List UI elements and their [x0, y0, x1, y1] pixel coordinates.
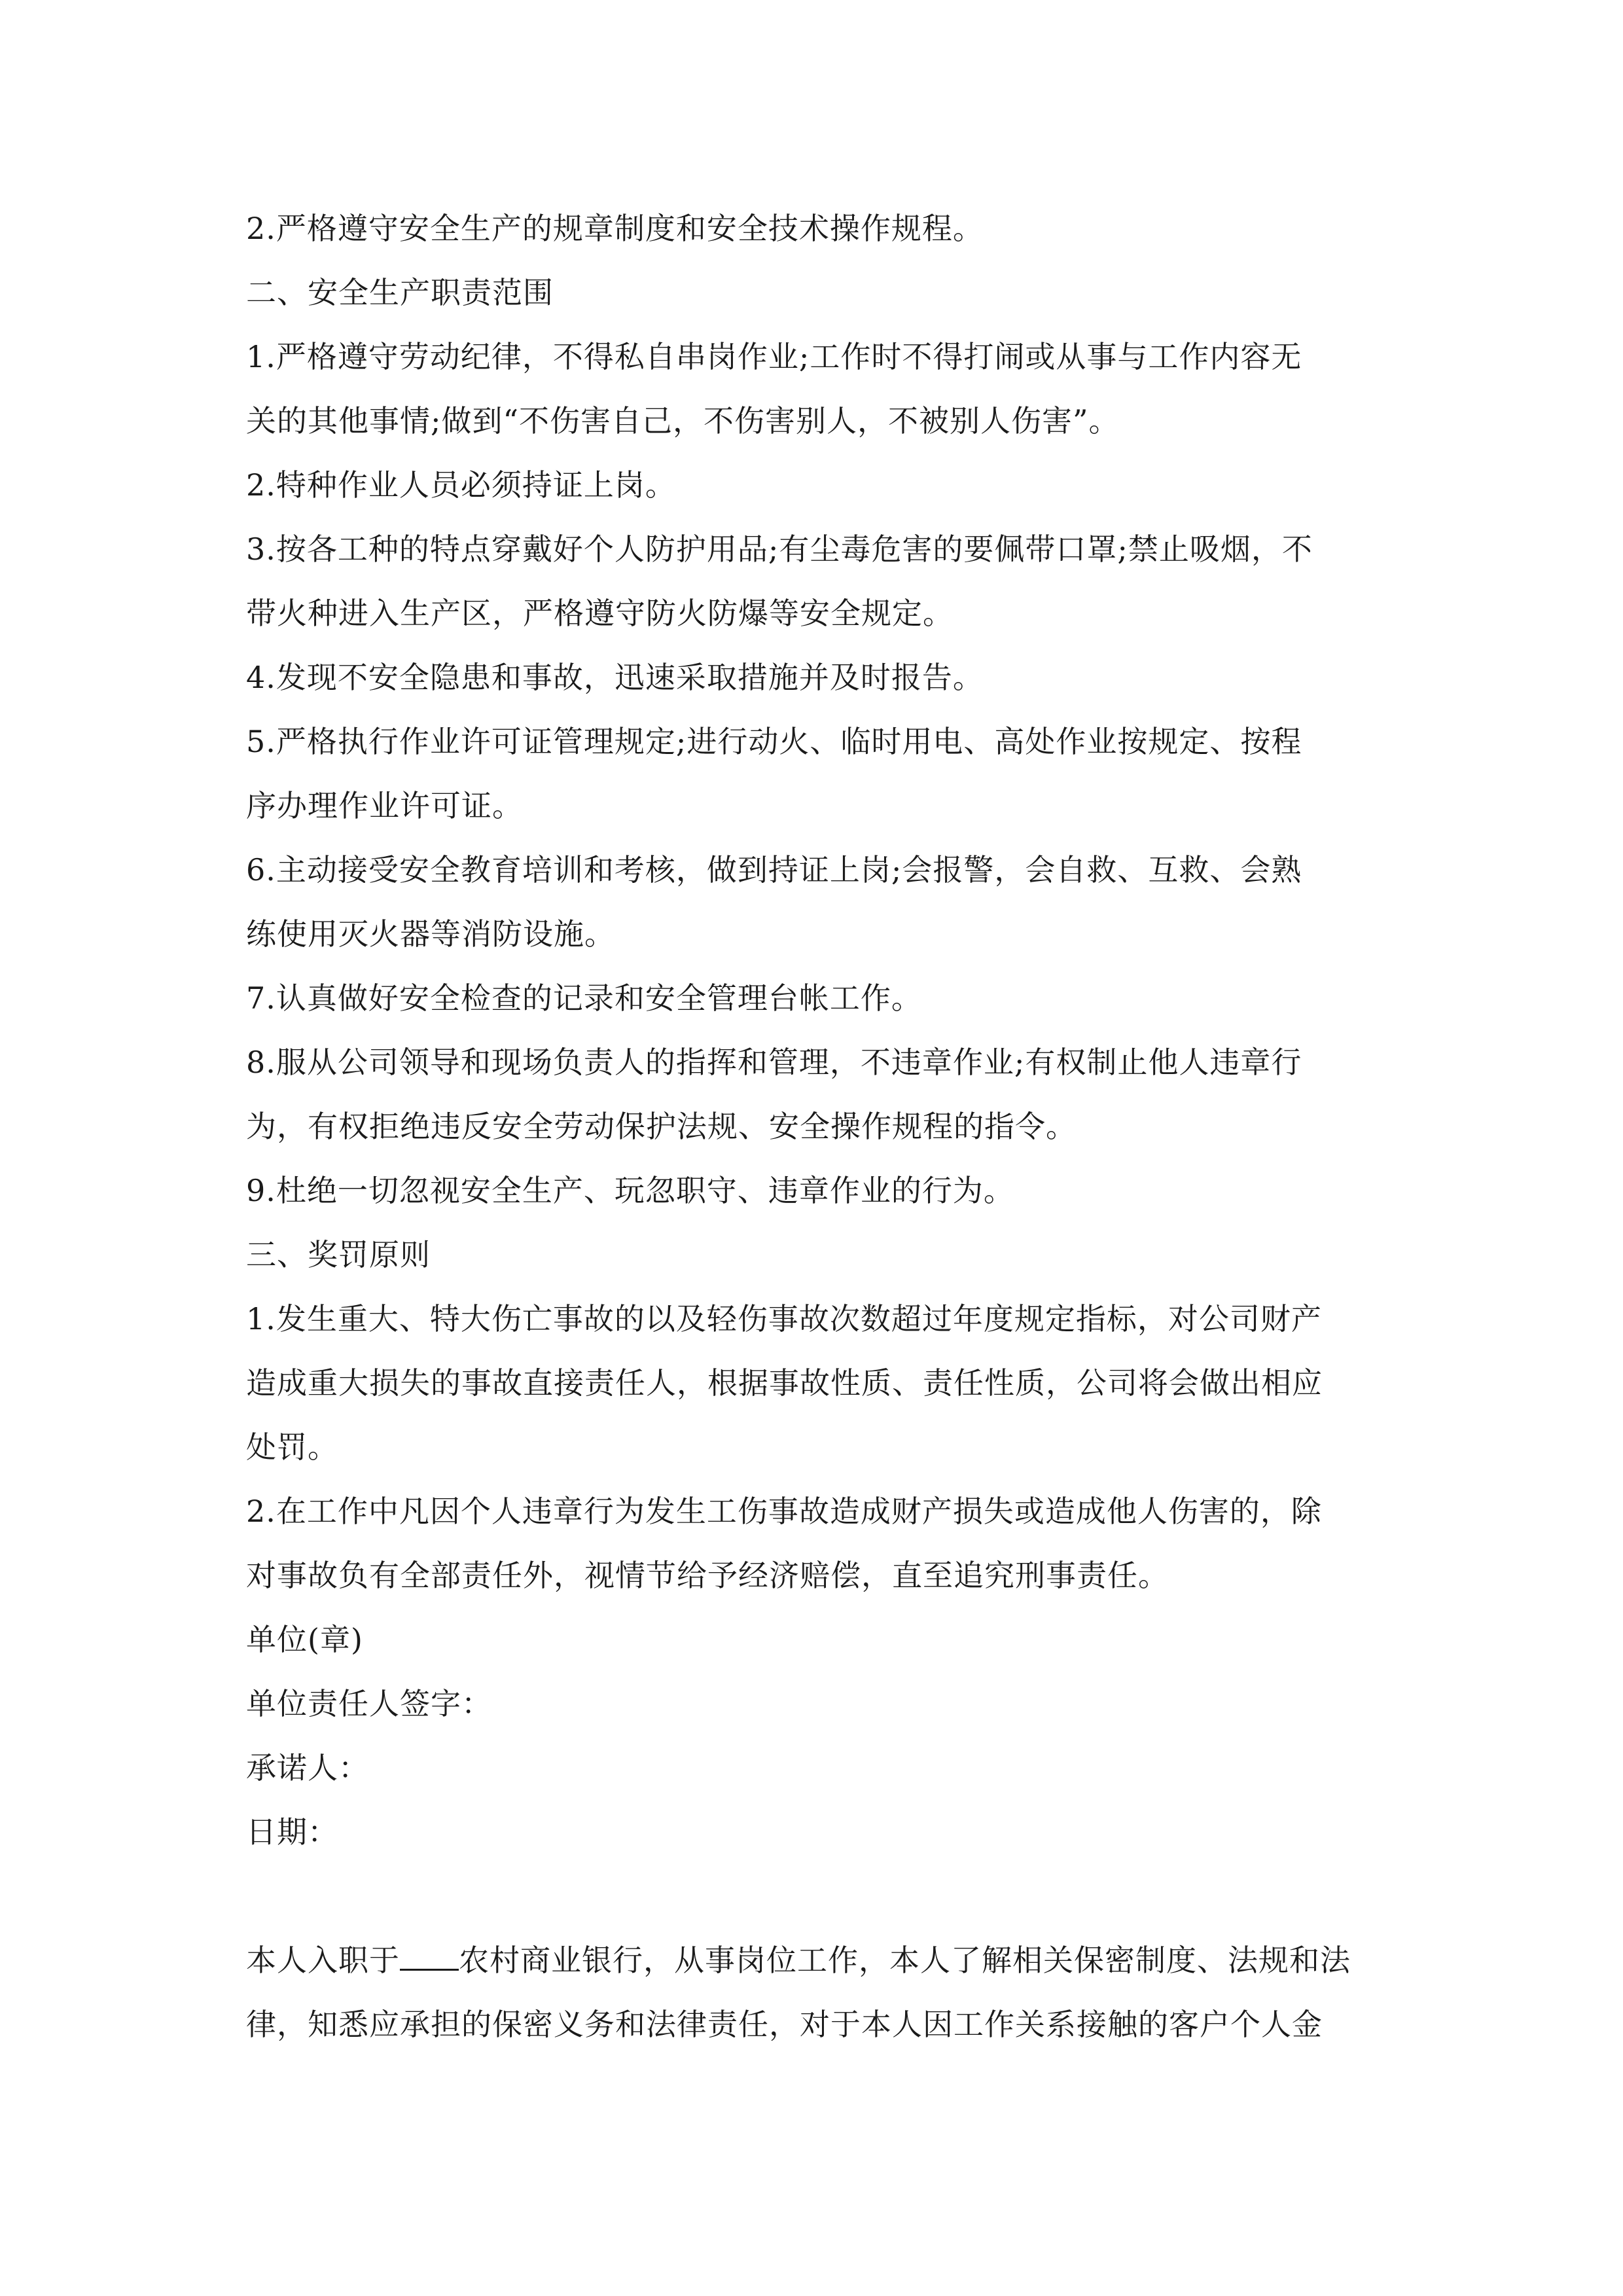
text-line: 处罚。	[246, 1429, 338, 1465]
text-line: 造成重大损失的事故直接责任人，根据事故性质、责任性质，公司将会做出相应	[246, 1365, 1323, 1401]
text-segment: 农村商业银行，从事岗位工作，本人了解相关保密制度、法规和法	[459, 1943, 1351, 1978]
text-line: 8.服从公司领导和现场负责人的指挥和管理，不违章作业;有权制止他人违章行	[246, 1045, 1302, 1080]
text-line: 6.主动接受安全教育培训和考核，做到持证上岗;会报警，会自救、互救、会熟	[246, 852, 1302, 888]
text-line: 5.严格执行作业许可证管理规定;进行动火、临时用电、高处作业按规定、按程	[246, 724, 1302, 759]
text-line: 为，有权拒绝违反安全劳动保护法规、安全操作规程的指令。	[246, 1109, 1077, 1144]
text-line: 序办理作业许可证。	[246, 788, 523, 823]
text-line: 7.认真做好安全检查的记录和安全管理台帐工作。	[246, 980, 922, 1016]
text-line: 4.发现不安全隐患和事故，迅速采取措施并及时报告。	[246, 660, 984, 695]
document-body	[246, 196, 1378, 2056]
text-line: 1.发生重大、特大伤亡事故的以及轻伤事故次数超过年度规定指标，对公司财产	[246, 1301, 1322, 1336]
text-line: 3.按各工种的特点穿戴好个人防护用品;有尘毒危害的要佩带口罩;禁止吸烟，不	[246, 531, 1313, 567]
fill-in-blank	[400, 1943, 459, 1971]
text-line	[246, 1928, 1378, 1992]
text-line: 2.严格遵守安全生产的规章制度和安全技术操作规程。	[246, 211, 984, 246]
promisor-label: 承诺人：	[246, 1750, 369, 1785]
text-line: 律，知悉应承担的保密义务和法律责任，对于本人因工作关系接触的客户个人金	[246, 2007, 1323, 2042]
section-heading: 三、奖罚原则	[246, 1237, 431, 1272]
text-line: 带火种进入生产区，严格遵守防火防爆等安全规定。	[246, 596, 954, 631]
text-line: 1.严格遵守劳动纪律，不得私自串岗作业;工作时不得打闹或从事与工作内容无	[246, 339, 1302, 374]
paragraph-gap	[246, 1864, 1378, 1928]
date-label: 日期：	[246, 1814, 338, 1850]
text-line: 对事故负有全部责任外，视情节给予经济赔偿，直至追究刑事责任。	[246, 1558, 1169, 1593]
text-line: 2.特种作业人员必须持证上岗。	[246, 467, 676, 503]
text-segment: 本人入职于	[246, 1943, 400, 1978]
responsible-signature-label: 单位责任人签字：	[246, 1686, 492, 1721]
text-line: 2.在工作中凡因个人违章行为发生工伤事故造成财产损失或造成他人伤害的，除	[246, 1494, 1322, 1529]
section-heading: 二、安全生产职责范围	[246, 275, 554, 310]
text-line: 9.杜绝一切忽视安全生产、玩忽职守、违章作业的行为。	[246, 1173, 1014, 1208]
text-line: 练使用灭火器等消防设施。	[246, 916, 615, 952]
unit-seal-label: 单位(章)	[246, 1622, 363, 1657]
text-line: 关的其他事情;做到“不伤害自己，不伤害别人，不被别人伤害”。	[246, 403, 1120, 439]
